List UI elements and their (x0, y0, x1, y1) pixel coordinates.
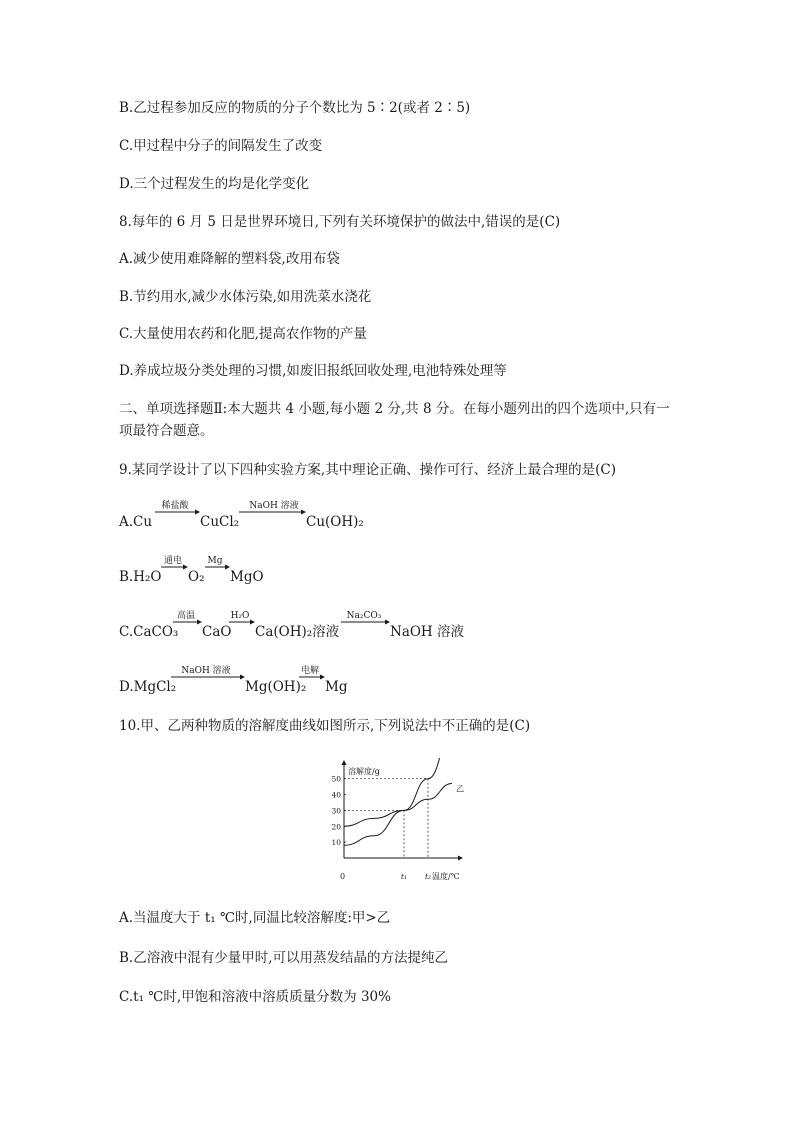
origin-label: 0 (340, 872, 346, 881)
q9-option-d (119, 655, 679, 695)
section-2-heading: 二、单项选择题Ⅱ:本大题共 4 小题,每小题 2 分,共 8 分。在每小题列出的四个选项中,只有一项最符合题意。 (119, 401, 670, 439)
series-line (344, 783, 452, 826)
intermediate: Ca(OH)₂溶液 (255, 624, 340, 640)
q10-option-a: A.当温度大于 t₁ ℃时,同温比较溶解度:甲>乙 (119, 910, 391, 926)
x-tick-label: t₂ (424, 872, 432, 881)
reactant: D.MgCl₂ (119, 679, 177, 695)
y-tick-label: 30 (331, 806, 341, 816)
intermediate: O₂ (188, 569, 205, 585)
q10-option-b: B.乙溶液中混有少量甲时,可以用蒸发结晶的方法提纯乙 (119, 950, 449, 966)
q8-option-a: A.减少使用难降解的塑料袋,改用布袋 (119, 251, 340, 267)
x-axis-label: 温度/℃ (432, 872, 460, 881)
y-tick-label: 10 (331, 838, 341, 848)
q9-option-a (119, 490, 679, 530)
q7-option-d: D.三个过程发生的均是化学变化 (119, 176, 310, 192)
intermediate: Mg(OH)₂ (245, 679, 307, 695)
q8-stem: 8.每年的 6 月 5 日是世界环境日,下列有关环境保护的做法中,错误的是(C) (119, 214, 561, 230)
q9-option-b (119, 545, 679, 585)
arrow-label: 通电 (163, 556, 183, 566)
intermediate: CuCl₂ (200, 514, 240, 530)
q7-option-b: B.乙过程参加反应的物质的分子个数比为 5∶2(或者 2∶5) (119, 100, 471, 116)
product: MgO (230, 569, 264, 585)
arrow-label: Mg (207, 556, 223, 566)
reactant: B.H₂O (119, 569, 162, 585)
arrow-label: 稀盐酸 (161, 501, 189, 511)
arrow-label: 电解 (300, 666, 320, 676)
q10-option-c: C.t₁ ℃时,甲饱和溶液中溶质质量分数为 30% (119, 989, 391, 1005)
arrow-label: H₂O (230, 611, 250, 621)
q8-option-c: C.大量使用农药和化肥,提高农作物的产量 (119, 326, 367, 342)
q7-option-c: C.甲过程中分子的间隔发生了改变 (119, 138, 323, 154)
q8-option-b: B.节约用水,减少水体污染,如用洗菜水浇花 (119, 289, 372, 305)
arrow-label: 高温 (176, 611, 196, 621)
y-axis-label: 溶解度/g (348, 767, 380, 776)
arrow-label: NaOH 溶液 (181, 666, 231, 676)
q10-stem: 10.甲、乙两种物质的溶解度曲线如图所示,下列说法中不正确的是(C) (119, 718, 531, 734)
q8-option-d: D.养成垃圾分类处理的习惯,如废旧报纸回收处理,电池特殊处理等 (119, 363, 507, 379)
reactant: C.CaCO₃ (119, 624, 179, 640)
intermediate: CaO (202, 624, 232, 640)
q9-stem: 9.某同学设计了以下四种实验方案,其中理论正确、操作可行、经济上最合理的是(C) (119, 462, 617, 478)
product: NaOH 溶液 (390, 624, 464, 640)
x-tick-label: t₁ (400, 872, 408, 881)
y-axis-arrow (342, 760, 347, 765)
y-tick-label: 20 (331, 822, 341, 832)
product: Mg (325, 679, 348, 695)
solubility-chart (330, 758, 480, 886)
solubility-chart-svg (330, 758, 480, 886)
q9-option-c (119, 600, 679, 640)
arrow-label: Na₂CO₃ (346, 611, 382, 621)
y-tick-label: 40 (331, 790, 341, 800)
x-axis-arrow (458, 856, 463, 861)
product: Cu(OH)₂ (306, 514, 364, 530)
reactant: A.Cu (119, 514, 153, 530)
y-tick-label: 50 (331, 774, 341, 784)
arrow-label: NaOH 溶液 (249, 501, 299, 511)
series-label: 乙 (456, 784, 464, 794)
